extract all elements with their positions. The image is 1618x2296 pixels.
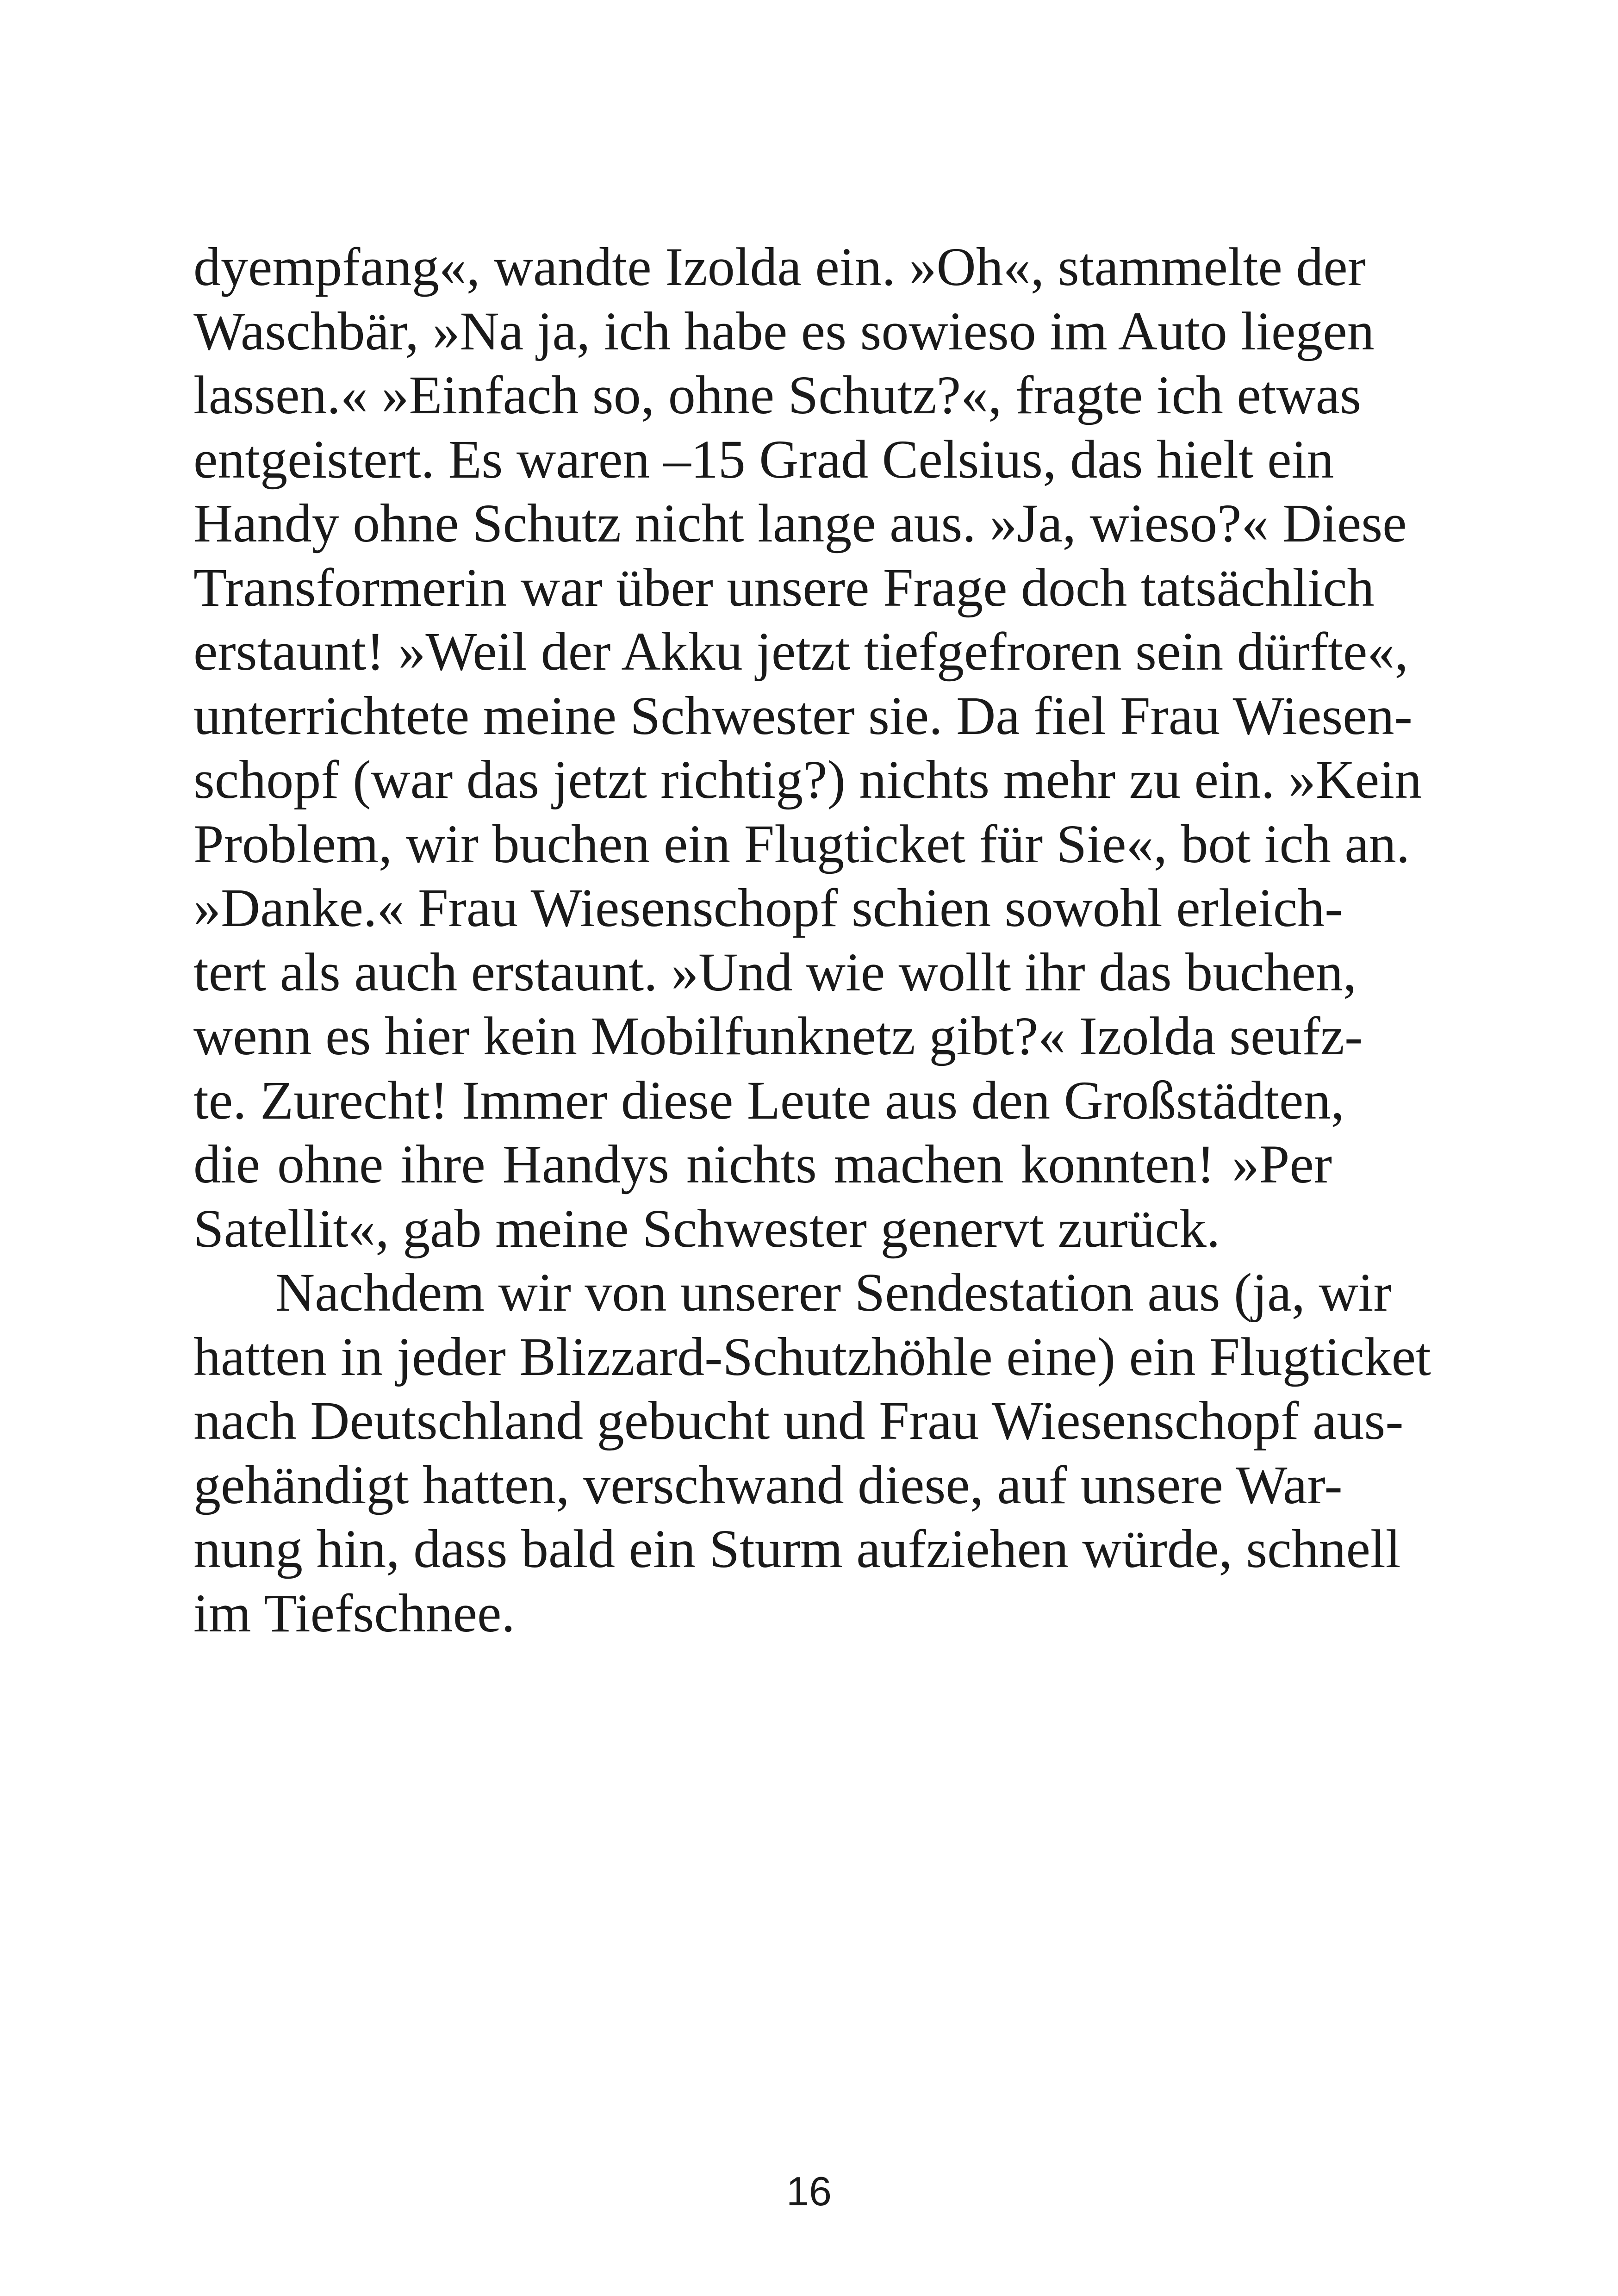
text-line: Transformerin war über unsere Frage doch tatsächlich bbox=[193, 557, 1375, 618]
text-line: gehändigt hatten, verschwand diese, auf unsere War- bbox=[193, 1454, 1343, 1515]
page-number: 16 bbox=[786, 2168, 832, 2214]
paragraph-end-line: im Tiefschnee. bbox=[193, 1582, 515, 1643]
paragraph-start-line: Nachdem wir von unserer Sendestation aus (ja, wir bbox=[275, 1262, 1392, 1323]
text-line: te. Zurecht! Immer diese Leute aus den Großstädten, bbox=[193, 1070, 1344, 1131]
text-line: wenn es hier kein Mobilfunknetz gibt?« Izolda seufz- bbox=[193, 1006, 1363, 1066]
text-line: Waschbär, »Na ja, ich habe es sowieso im Auto liegen bbox=[193, 300, 1375, 361]
text-line: hatten in jeder Blizzard-Schutzhöhle eine) ein Flugticket bbox=[193, 1326, 1431, 1387]
text-line: erstaunt! »Weil der Akku jetzt tiefgefroren sein dürfte«, bbox=[193, 621, 1408, 682]
text-line: unterrichtete meine Schwester sie. Da fiel Frau Wiesen- bbox=[193, 685, 1413, 746]
paragraph-end-line: Satellit«, gab meine Schwester genervt zurück. bbox=[193, 1198, 1220, 1259]
text-line: entgeistert. Es waren –15 Grad Celsius, das hielt ein bbox=[193, 429, 1334, 490]
text-line: Problem, wir buchen ein Flugticket für Sie«, bot ich an. bbox=[193, 813, 1410, 874]
text-line: Handy ohne Schutz nicht lange aus. »Ja, wieso?« Diese bbox=[193, 493, 1407, 554]
text-line: »Danke.« Frau Wiesenschopf schien sowohl erleich- bbox=[193, 877, 1343, 938]
text-line: nach Deutschland gebucht und Frau Wiesenschopf aus- bbox=[193, 1390, 1404, 1451]
text-line: lassen.« »Einfach so, ohne Schutz?«, fragte ich etwas bbox=[193, 365, 1362, 425]
text-line: tert als auch erstaunt. »Und wie wollt ihr das buchen, bbox=[193, 941, 1357, 1002]
text-line: dyempfang«, wandte Izolda ein. »Oh«, stammelte der bbox=[193, 236, 1366, 297]
text-line: die ohne ihre Handys nichts machen konnten! »Per bbox=[193, 1134, 1332, 1195]
text-line: schopf (war das jetzt richtig?) nichts mehr zu ein. »Kein bbox=[193, 749, 1422, 810]
body-text bbox=[193, 235, 1431, 1645]
text-line: nung hin, dass bald ein Sturm aufziehen würde, schnell bbox=[193, 1518, 1401, 1579]
